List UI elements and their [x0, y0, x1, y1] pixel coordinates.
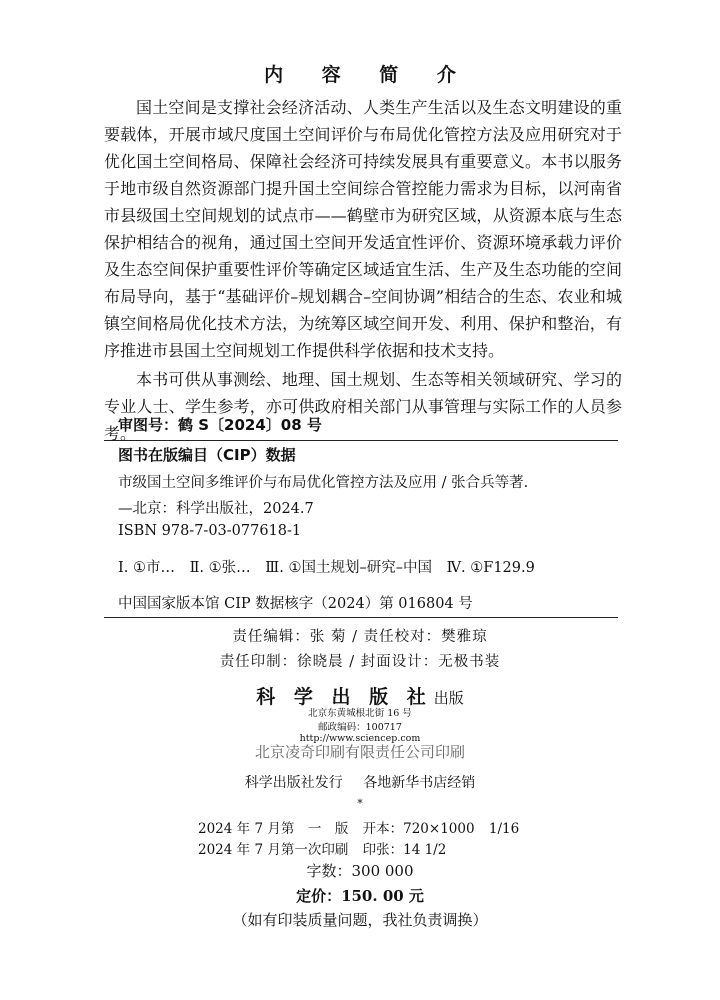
format: 开本：720×1000 — [362, 821, 475, 837]
divider-top — [104, 440, 618, 441]
publisher-suffix: 出版 — [433, 689, 464, 707]
publisher-address: 北京东黄城根北街 16 号 — [308, 708, 412, 719]
map-approval-number: 审图号：鹤 S〔2024〕08 号 — [118, 416, 322, 434]
printed-sheets: 印张：14 1/2 — [362, 842, 447, 858]
printing-date: 2024 年 7 月第一次印刷 — [198, 842, 349, 858]
cip-subject-2: Ⅱ. ①张… — [189, 560, 251, 576]
credits-printing-design: 责任印制：徐晓晨 / 封面设计：无极书装 — [219, 654, 501, 670]
publisher-url: http://www.sciencep.com — [299, 733, 421, 744]
cip-publisher-line: —北京：科学出版社，2024.7 — [118, 501, 314, 517]
separator-star: * — [357, 797, 363, 810]
cip-title-author: 市级国土空间多维评价与布局优化管控方法及应用 / 张合兵等著. — [118, 475, 529, 491]
quality-notice: （如有印装质量问题，我社负责调换） — [232, 911, 488, 929]
intro-paragraph-1: 国土空间是支撑社会经济活动、人类生产生活以及生态文明建设的重要载体，开展市域尺度国土空间评价与布局优化管控方法及应用研究对于优化国土空间格局、保障社会经济可持续发展具有重要意义。本书以服务于地市级自然资源部门提升国土空间综合管控能力需求为目标，以河南省市县级国土空间规划的试点市——鹤壁市为研究区域，从资源本底与生态保护相结合的视角，通过国土空间开发适宜性评价、资源环境承载力评价及生态空间保护重要性评价等确定区域适宜生活、生产及生态功能的空间布局导向，基于“基础评价–规划耦合–空间协调”相结合的生态、农业和城镇空间格局优化技术方法，为统筹区域空间开发、利用、保护和整治，有序推进市县国土空间规划工作提供科学依据和技术支持。 — [104, 98, 622, 360]
edition-date: 2024 年 7 月第 一 版 — [198, 821, 349, 837]
cip-subject-3: Ⅲ. ①国土规划–研究–中国 — [265, 560, 432, 576]
distributor-bookstores: 各地新华书店经销 — [363, 775, 476, 791]
divider-bottom — [104, 617, 618, 618]
intro-section — [104, 94, 622, 447]
publisher-postcode: 邮政编码：100717 — [318, 722, 402, 733]
edition-line-1 — [198, 817, 529, 837]
page-title: 内 容 简 介 — [264, 64, 472, 86]
publisher-logo: 科 学 出 版 社 — [256, 686, 432, 708]
cip-verification: 中国国家版本馆 CIP 数据核字（2024）第 016804 号 — [118, 596, 473, 612]
price: 定价：150. 00 元 — [296, 887, 424, 905]
distribution — [0, 772, 720, 792]
cip-subject-4: Ⅳ. ①F129.9 — [446, 560, 535, 576]
cip-heading: 图书在版编目（CIP）数据 — [118, 446, 296, 464]
distributor-publisher: 科学出版社发行 — [244, 775, 343, 791]
credits-editors: 责任编辑：张 菊 / 责任校对：樊雅琼 — [232, 629, 488, 645]
edition-line-2 — [198, 838, 456, 858]
word-count: 字数：300 000 — [306, 862, 414, 880]
intro-paragraph-2: 本书可供从事测绘、地理、国土规划、生态等相关领域研究、学习的专业人士、学生参考，亦可供政府相关部门从事管理与实际工作的人员参考。 — [104, 370, 622, 443]
format-fraction: 1/16 — [488, 821, 520, 837]
cip-subjects — [118, 556, 545, 577]
printer: 北京凌奇印刷有限责任公司印刷 — [254, 743, 465, 761]
cip-isbn: ISBN 978-7-03-077618-1 — [118, 523, 302, 539]
cip-subject-1: Ⅰ. ①市… — [118, 560, 175, 576]
